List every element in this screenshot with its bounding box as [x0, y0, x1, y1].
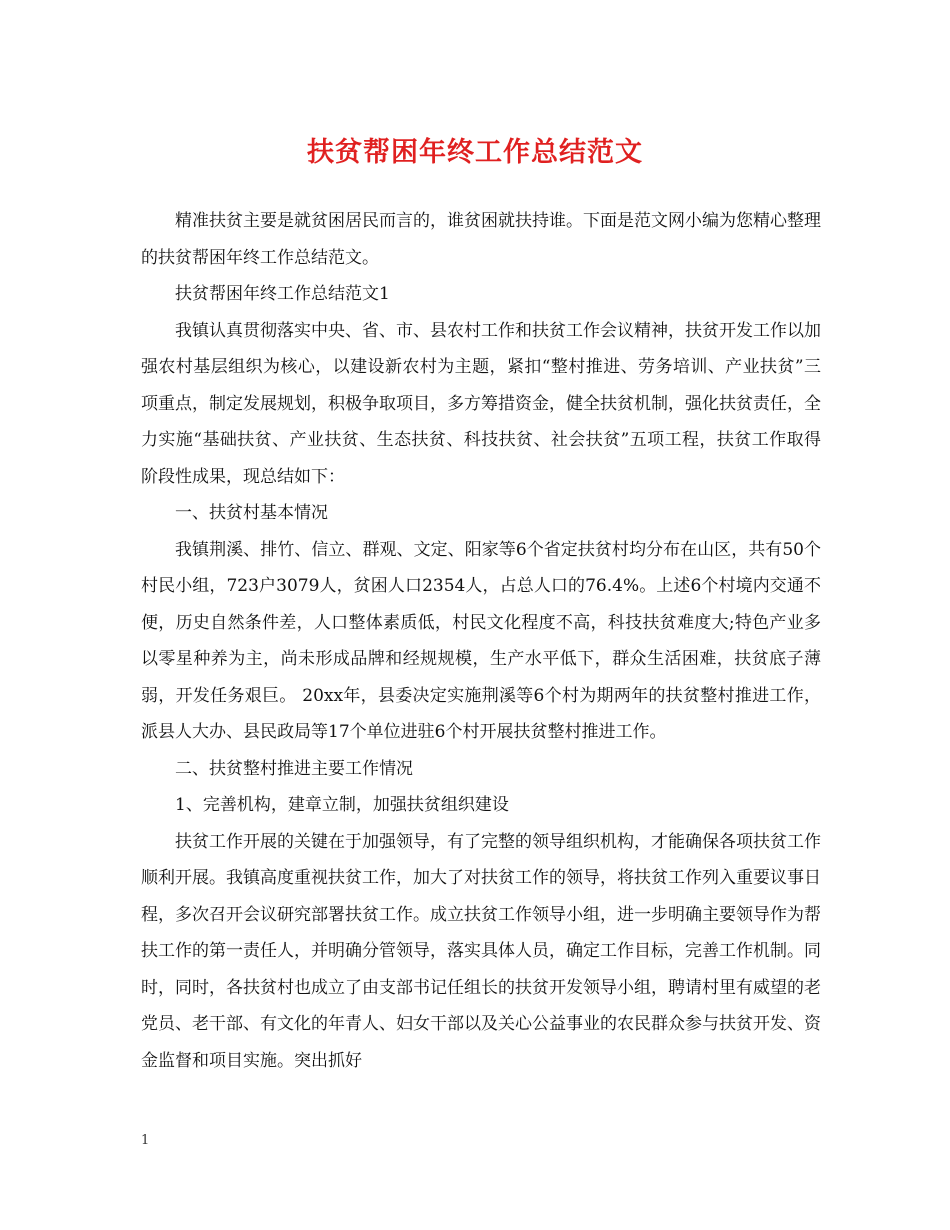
- document-title: 扶贫帮困年终工作总结范文: [307, 137, 643, 168]
- section-heading-2: 二、扶贫整村推进主要工作情况: [175, 758, 413, 779]
- paragraph-basic-situation: 我镇荆溪、排竹、信立、群观、文定、阳家等6个省定扶贫村均分布在山区，共有50个村民小组，723户3079人，贫困人口2354人，占总人口的76.4%。上述6个村境内交通不便，历史自然条件差，人口整体素质低，村民文化程度不高，科技扶贫难度大;特色产业多以零星种养为主，尚未形成品牌和经规规模，生产水平低下，群众生活困难，扶贫底子薄弱，开发任务艰巨。 20xx年，县委决定实施荆溪等6个村为期两年的扶贫整村推进工作，派县人大办、县民政局等17个单位进驻6个村开展扶贫整村推进工作。: [141, 539, 821, 742]
- paragraph-summary: 我镇认真贯彻落实中央、省、市、县农村工作和扶贫工作会议精神，扶贫开发工作以加强农村基层组织为核心，以建设新农村为主题，紧扣“整村推进、劳务培训、产业扶贫”三项重点，制定发展规划，积极争取项目，多方筹措资金，健全扶贫机制，强化扶贫责任，全力实施“基础扶贫、产业扶贫、生态扶贫、科技扶贫、社会扶贫”五项工程，扶贫工作取得阶段性成果，现总结如下：: [141, 320, 821, 487]
- paragraph-intro: 精准扶贫主要是就贫困居民而言的，谁贫困就扶持谁。下面是范文网小编为您精心整理的扶贫帮困年终工作总结范文。: [141, 211, 821, 268]
- paragraph-subtitle: 扶贫帮困年终工作总结范文1: [175, 284, 390, 304]
- paragraph-organization: 扶贫工作开展的关键在于加强领导，有了完整的领导组织机构，才能确保各项扶贫工作顺利开展。我镇高度重视扶贫工作，加大了对扶贫工作的领导，将扶贫工作列入重要议事日程，多次召开会议研究部署扶贫工作。成立扶贫工作领导小组，进一步明确主要领导作为帮扶工作的第一责任人，并明确分管领导，落实具体人员，确定工作目标，完善工作机制。同时，同时，各扶贫村也成立了由支部书记任组长的扶贫开发领导小组，聘请村里有威望的老党员、老干部、有文化的年青人、妇女干部以及关心公益事业的农民群众参与扶贫开发、资金监督和项目实施。突出抓好: [141, 831, 821, 1071]
- section-heading-1: 一、扶贫村基本情况: [175, 503, 328, 523]
- subsection-heading-1: 1、完善机构，建章立制，加强扶贫组织建设: [175, 795, 509, 815]
- document-body: [141, 203, 821, 1079]
- page-number: 1: [141, 1133, 150, 1148]
